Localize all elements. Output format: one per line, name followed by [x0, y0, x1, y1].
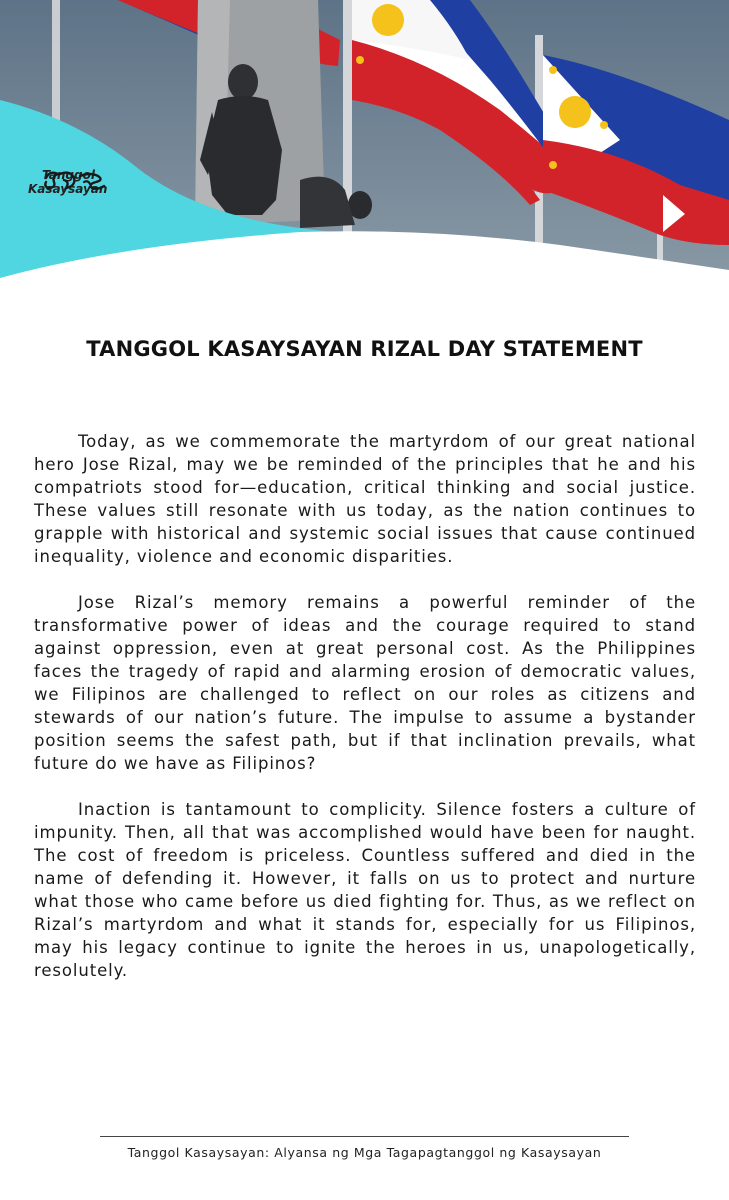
statement-title: TANGGOL KASAYSAYAN RIZAL DAY STATEMENT — [86, 337, 643, 361]
statement-paragraph: Inaction is tantamount to complicity. Silence fosters a culture of impunity. Then, all that was accomplished would have been for naught. The cost of freedom is priceless. Countless suffered and died in the name of defending it. However, it falls on us to protect and nurture what those who came before us died fighting for. Thus, as we reflect on Rizal’s martyrdom and what it stands for, especially for us Filipinos, may his legacy continue to ignite the heroes in us, unapologetically, resolutely. — [34, 800, 696, 980]
statement-paragraph: Today, as we commemorate the martyrdom of our great national hero Jose Rizal, may we be reminded of the principles that he and his compatriots stood for—education, critical thinking and social justice. These values still resonate with us today, as the nation continues to grapple with historical and systemic social issues that cause continued inequality, violence and economic disparities. — [34, 432, 696, 566]
statement-paragraph: Jose Rizal’s memory remains a powerful reminder of the transformative power of ideas and the courage required to stand against oppression, even at great personal cost. As the Philippines faces the tragedy of rapid and alarming erosion of democratic values, we Filipinos are challenged to reflect on our roles as citizens and stewards of our nation’s future. The impulse to assume a bystander position seems the safest path, but if that inclination prevails, what future do we have as Filipinos? — [34, 593, 696, 773]
baybayin-script-icon — [40, 168, 112, 194]
header-banner — [0, 0, 729, 290]
sun-icon — [372, 4, 404, 36]
organization-logo — [28, 168, 138, 196]
star-icon — [600, 121, 608, 129]
star-icon — [549, 161, 557, 169]
star-icon — [356, 56, 364, 64]
footer-text: Tanggol Kasaysayan: Alyansa ng Mga Tagapagtanggol ng Kasaysayan — [127, 1145, 602, 1160]
statement-body — [34, 430, 696, 1005]
star-icon — [549, 66, 557, 74]
logo-line-1: Tanggol — [42, 168, 95, 182]
sun-icon — [559, 96, 591, 128]
logo-line-2: Kasaysayan — [28, 182, 108, 196]
flags-monument-photo — [0, 0, 729, 290]
footer-divider — [100, 1136, 629, 1137]
